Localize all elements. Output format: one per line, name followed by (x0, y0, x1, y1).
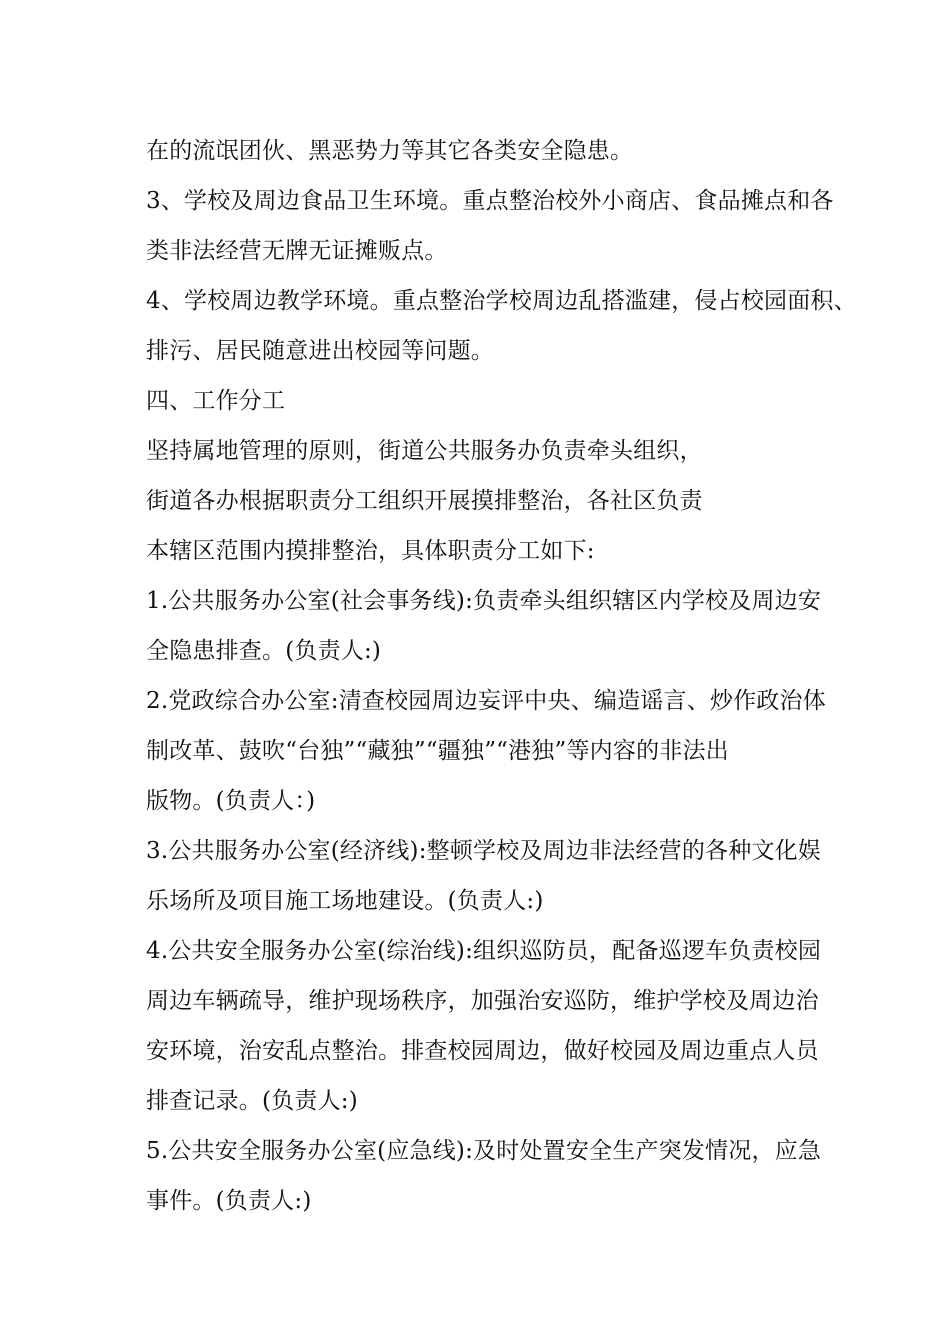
text-line-2: 3、学校及周边食品卫生环境。重点整治校外小商店、食品摊点和各 (146, 188, 834, 214)
text-line-16: 乐场所及项目施工场地建设。(负责人:) (146, 888, 544, 914)
text-line-1: 在的流氓团伙、黑恶势力等其它各类安全隐患。 (146, 138, 634, 164)
text-line-15: 3.公共服务办公室(经济线):整顿学校及周边非法经营的各种文化娱 (146, 838, 822, 864)
text-line-7: 坚持属地管理的原则，街道公共服务办负责牵头组织， (146, 438, 703, 464)
text-line-11: 全隐患排查。(负责人:) (146, 638, 382, 664)
text-line-3: 类非法经营无牌无证摊贩点。 (146, 238, 448, 264)
text-line-5: 排污、居民随意进出校园等问题。 (146, 338, 494, 364)
text-line-8: 街道各办根据职责分工组织开展摸排整治，各社区负责 (146, 488, 703, 514)
text-line-13: 制改革、鼓吹“台独”“藏独”“疆独”“港独”等内容的非法出 (146, 738, 729, 764)
text-line-18: 周边车辆疏导，维护现场秩序，加强治安巡防，维护学校及周边治 (146, 988, 819, 1014)
text-line-4: 4、学校周边教学环境。重点整治学校周边乱搭滥建，侵占校园面积、 (146, 288, 857, 314)
text-line-17: 4.公共安全服务办公室(综治线):组织巡防员，配备巡逻车负责校园 (146, 938, 822, 964)
text-line-20: 排查记录。(负责人:) (146, 1088, 358, 1114)
text-line-19: 安环境，治安乱点整治。排查校园周边，做好校园及周边重点人员 (146, 1038, 819, 1064)
text-line-22: 事件。(负责人:) (146, 1188, 312, 1214)
text-line-10: 1.公共服务办公室(社会事务线):负责牵头组织辖区内学校及周边安 (146, 588, 822, 614)
text-line-12: 2.党政综合办公室:清查校园周边妄评中央、编造谣言、炒作政治体 (146, 688, 826, 714)
text-line-14: 版物。(负责人：) (146, 788, 316, 814)
text-line-9: 本辖区范围内摸排整治，具体职责分工如下: (146, 538, 595, 564)
text-line-21: 5.公共安全服务办公室(应急线):及时处置安全生产突发情况，应急 (146, 1138, 822, 1164)
section-heading: 四、工作分工 (146, 388, 286, 414)
